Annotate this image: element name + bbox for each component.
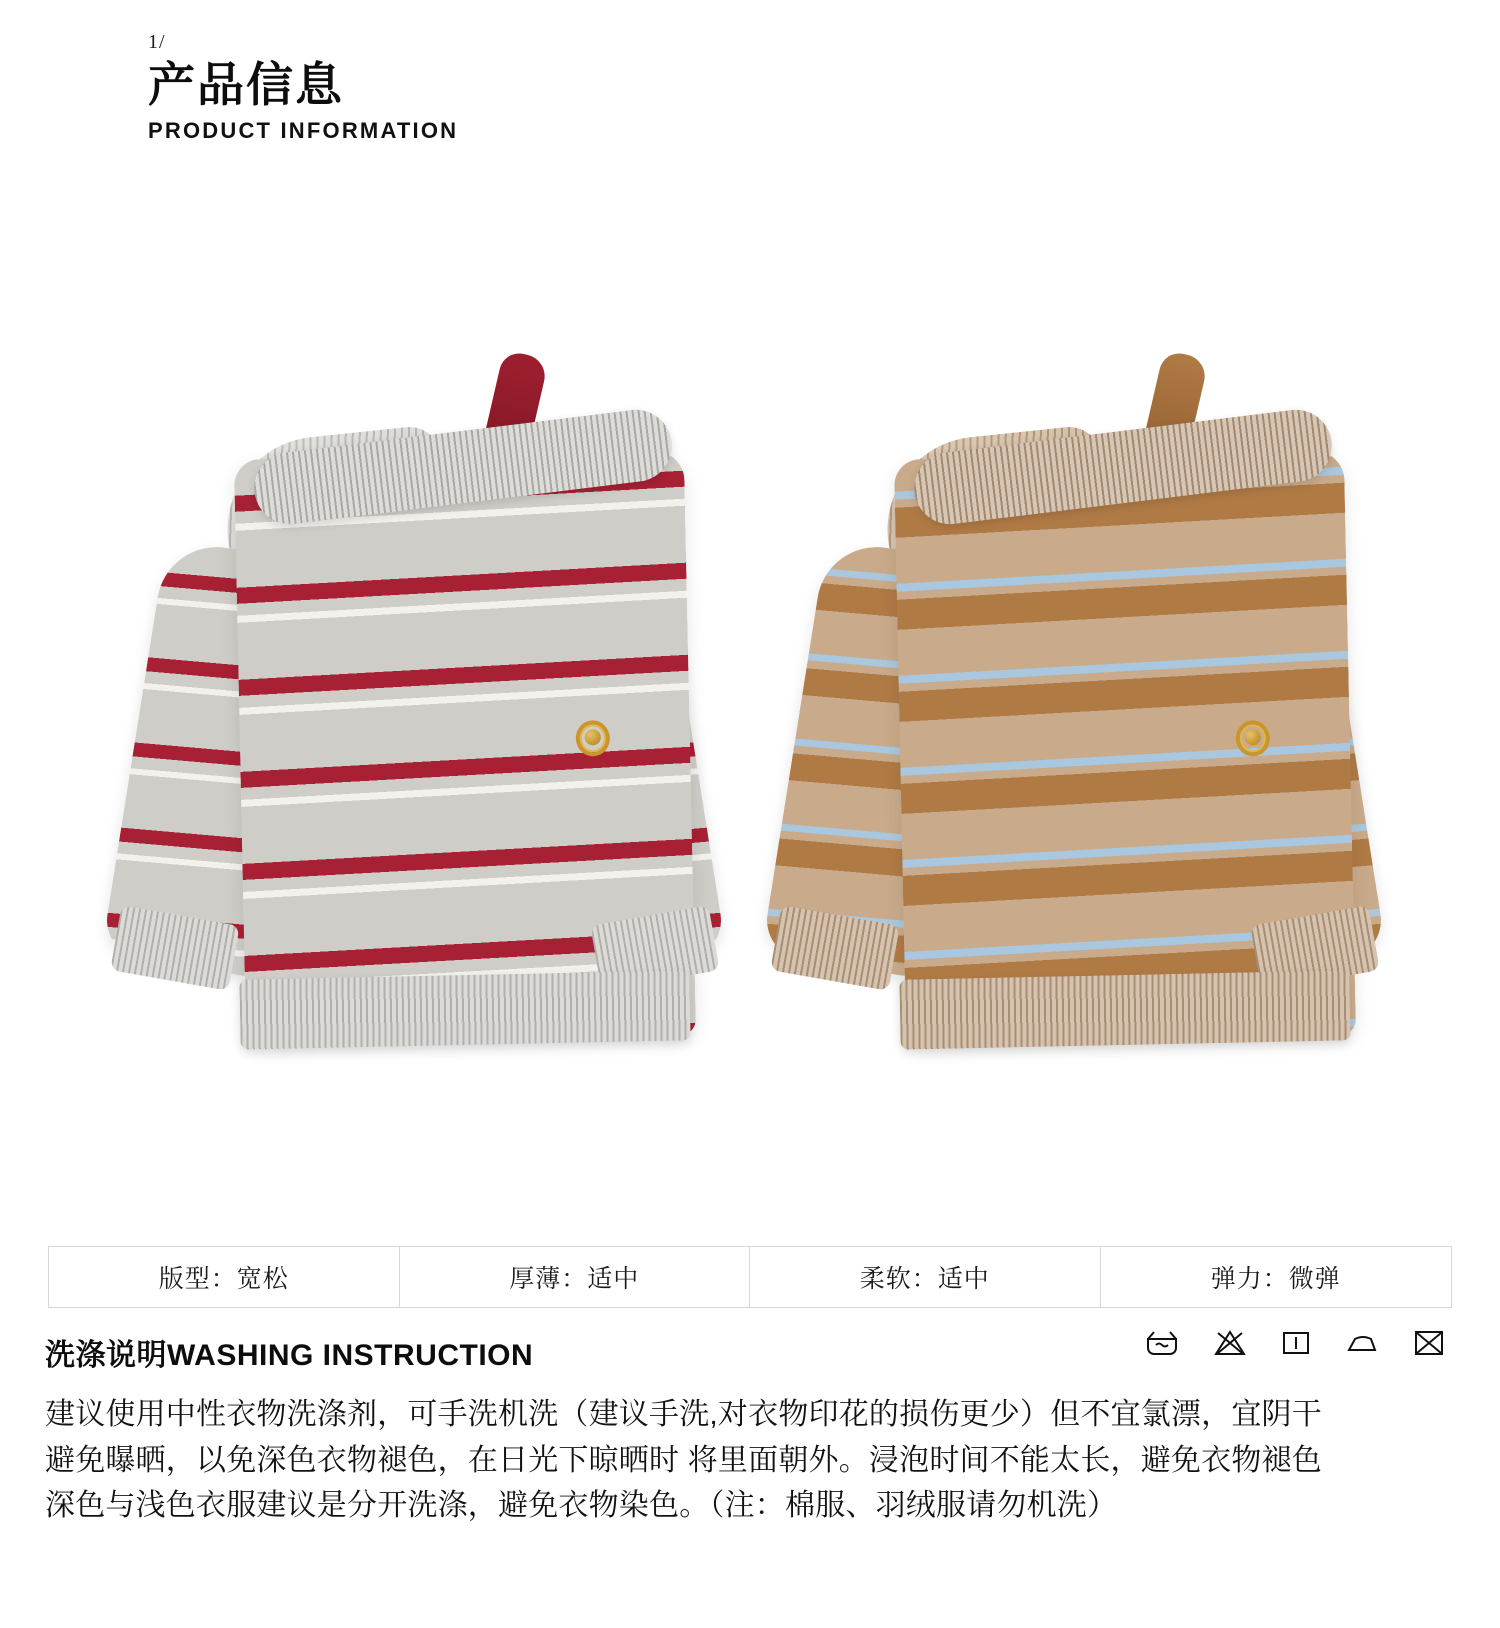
attribute-value: 适中 — [587, 1265, 640, 1293]
product-image — [0, 215, 1500, 1235]
dry-flat-icon — [1281, 1328, 1311, 1358]
product-variant-grey-red — [85, 335, 745, 1095]
crest-emblem-icon — [575, 719, 611, 757]
attribute-label: 厚薄： — [509, 1265, 588, 1293]
attribute-value: 微弹 — [1288, 1265, 1341, 1293]
hem-rib — [899, 970, 1350, 1049]
section-number: 1/ — [148, 31, 166, 53]
attribute-label: 柔软： — [859, 1265, 938, 1293]
washing-line-2: 避免曝晒，以免深色衣物褪色，在日光下晾晒时 将里面朝外。浸泡时间不能太长，避免衣物褪色 — [45, 1443, 1322, 1477]
attribute-value: 适中 — [937, 1265, 990, 1293]
attribute-cell-elasticity — [1101, 1247, 1452, 1307]
hand-wash-icon — [1145, 1328, 1179, 1358]
product-variant-khaki-blue — [745, 335, 1405, 1095]
page-title: 产品信息 — [148, 58, 344, 111]
page-subtitle: PRODUCT INFORMATION — [148, 118, 459, 144]
attribute-cell-fit — [49, 1247, 400, 1307]
washing-line-1: 建议使用中性衣物洗涤剂，可手洗机洗（建议手洗,对衣物印花的损伤更少）但不宜氯漂，宜阴干 — [45, 1398, 1322, 1431]
do-not-bleach-icon — [1213, 1328, 1247, 1358]
attribute-cell-softness — [750, 1247, 1101, 1307]
attribute-label: 弹力： — [1210, 1265, 1289, 1293]
attribute-value: 宽松 — [236, 1265, 289, 1293]
page-header — [148, 32, 948, 144]
attribute-label: 版型： — [158, 1265, 237, 1293]
washing-instruction-text — [45, 1392, 1445, 1529]
hem-rib — [239, 970, 690, 1049]
crest-emblem-icon — [1235, 719, 1271, 757]
washing-instruction-heading: 洗涤说明WASHING INSTRUCTION — [45, 1339, 534, 1372]
washing-line-3: 深色与浅色衣服建议是分开洗涤，避免衣物染色。（注：棉服、羽绒服请勿机洗） — [45, 1489, 1118, 1523]
attribute-table — [48, 1246, 1452, 1308]
low-heat-iron-icon — [1345, 1328, 1379, 1358]
do-not-tumble-dry-icon — [1413, 1328, 1445, 1358]
washing-symbols — [1145, 1328, 1445, 1358]
attribute-cell-thickness — [400, 1247, 751, 1307]
